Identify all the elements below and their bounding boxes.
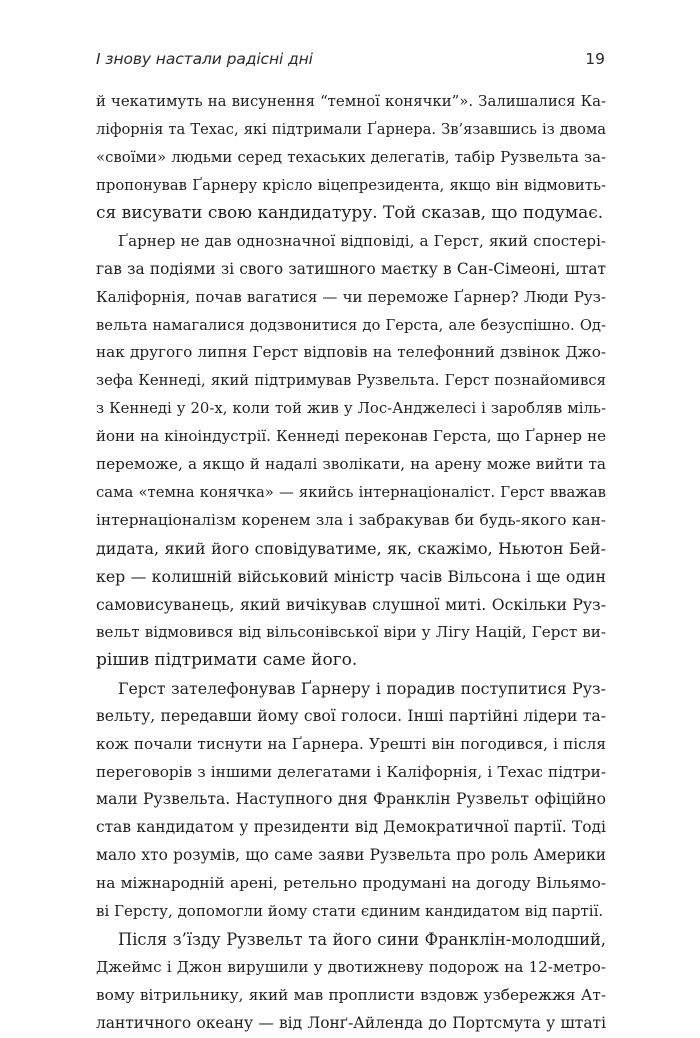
text-line: «своїми» людьми серед техаських делегатів, табір Рузвельта за- <box>96 147 606 166</box>
text-line: зефа Кеннеді, який підтримував Рузвельта. Герст познайомився <box>96 372 606 390</box>
text-line: з Кеннеді у 20-х, коли той жив у Лос-Анджелесі і заробляв міль- <box>96 400 606 418</box>
paragraph-3 <box>96 675 606 926</box>
running-header-title: І знову настали радісні дні <box>96 50 313 68</box>
text-line: лантичного океану — від Лонґ-Айленда до Портсмута у штаті <box>96 1013 606 1032</box>
text-line: вельта намагалися додзвонитися до Герста, але безуспішно. Од- <box>96 316 606 334</box>
text-line: вому вітрильнику, який мав проплисти вздовж узбережжя Ат- <box>96 986 606 1004</box>
text-line: на міжнародній арені, ретельно продумані на догоду Вільямо- <box>96 874 606 893</box>
page-number: 19 <box>585 50 605 68</box>
paragraph-1 <box>96 88 606 228</box>
text-line: мало хто розумів, що саме заяви Рузвельта про роль Америки <box>96 846 606 865</box>
paragraph-4 <box>96 926 606 1038</box>
text-line: йони на кіноіндустрії. Кеннеді переконав Герста, що Ґарнер не <box>96 427 606 446</box>
body-text <box>96 88 606 1038</box>
text-line: вельту, передавши йому свої голоси. Інші партійні лідери та- <box>96 706 606 725</box>
text-line: гав за подіями зі свого затишного маєтку в Сан-Сімеоні, штат <box>96 259 606 278</box>
paragraph-2 <box>96 228 606 675</box>
text-line: Джеймс і Джон вирушили у двотижневу подорож на 12-метро- <box>96 958 606 977</box>
text-line: дидата, який його сповідуватиме, як, скажімо, Ньютон Бей- <box>96 539 606 558</box>
text-line: вельт відмовився від вільсонівської віри у Лігу Націй, Герст ви- <box>96 622 606 641</box>
text-line: Ґарнер не дав однозначної відповіді, а Герст, який спостері- <box>118 231 606 250</box>
text-line: став кандидатом у президенти від Демократичної партії. Тоді <box>96 818 606 837</box>
text-line: кож почали тиснути на Ґарнера. Урешті він погодився, і після <box>96 734 606 753</box>
text-line: самовисуванець, який вичікував слушної миті. Оскільки Руз- <box>96 594 606 614</box>
text-line: Каліфорнія, почав вагатися — чи переможе Ґарнер? Люди Руз- <box>96 287 606 306</box>
text-line: й чекатимуть на висунення “темної конячки”». Залишалися Ка- <box>96 92 606 110</box>
text-line: Герст зателефонував Ґарнеру і порадив поступитися Руз- <box>118 678 606 698</box>
text-line: ліфорнія та Техас, які підтримали Ґарнера. Зв’язавшись із двома <box>96 120 606 138</box>
text-line: переможе, а якщо й надалі зволікати, на арену може вийти та <box>96 455 606 474</box>
running-header <box>96 50 605 74</box>
text-line: сама «темна конячка» — якийсь інтернаціоналіст. Герст вважав <box>96 484 606 502</box>
text-line: нак другого липня Герст відповів на телефонний дзвінок Джо- <box>96 343 606 362</box>
text-line: Після з’їзду Рузвельт та його сини Франклін-молодший, <box>118 930 606 950</box>
text-line: пропонував Ґарнеру крісло віцепрезидента, якщо він відмовить- <box>96 176 606 194</box>
text-line: інтернаціоналізм коренем зла і забракував би будь-якого кан- <box>96 511 606 530</box>
text-line: рішив підтримати саме його. <box>96 649 358 670</box>
text-line: кер — колишній військовий міністр часів Вільсона і ще один <box>96 566 606 586</box>
text-line: ся висувати свою кандидатуру. Той сказав, що подумає. <box>96 202 604 223</box>
text-line: мали Рузвельта. Наступного дня Франклін Рузвельт офіційно <box>96 790 606 809</box>
text-line: ві Герсту, допомогли йому стати єдиним кандидатом від партії. <box>96 902 604 921</box>
text-line: переговорів з іншими делегатами і Каліфорнія, і Техас підтри- <box>96 762 606 781</box>
